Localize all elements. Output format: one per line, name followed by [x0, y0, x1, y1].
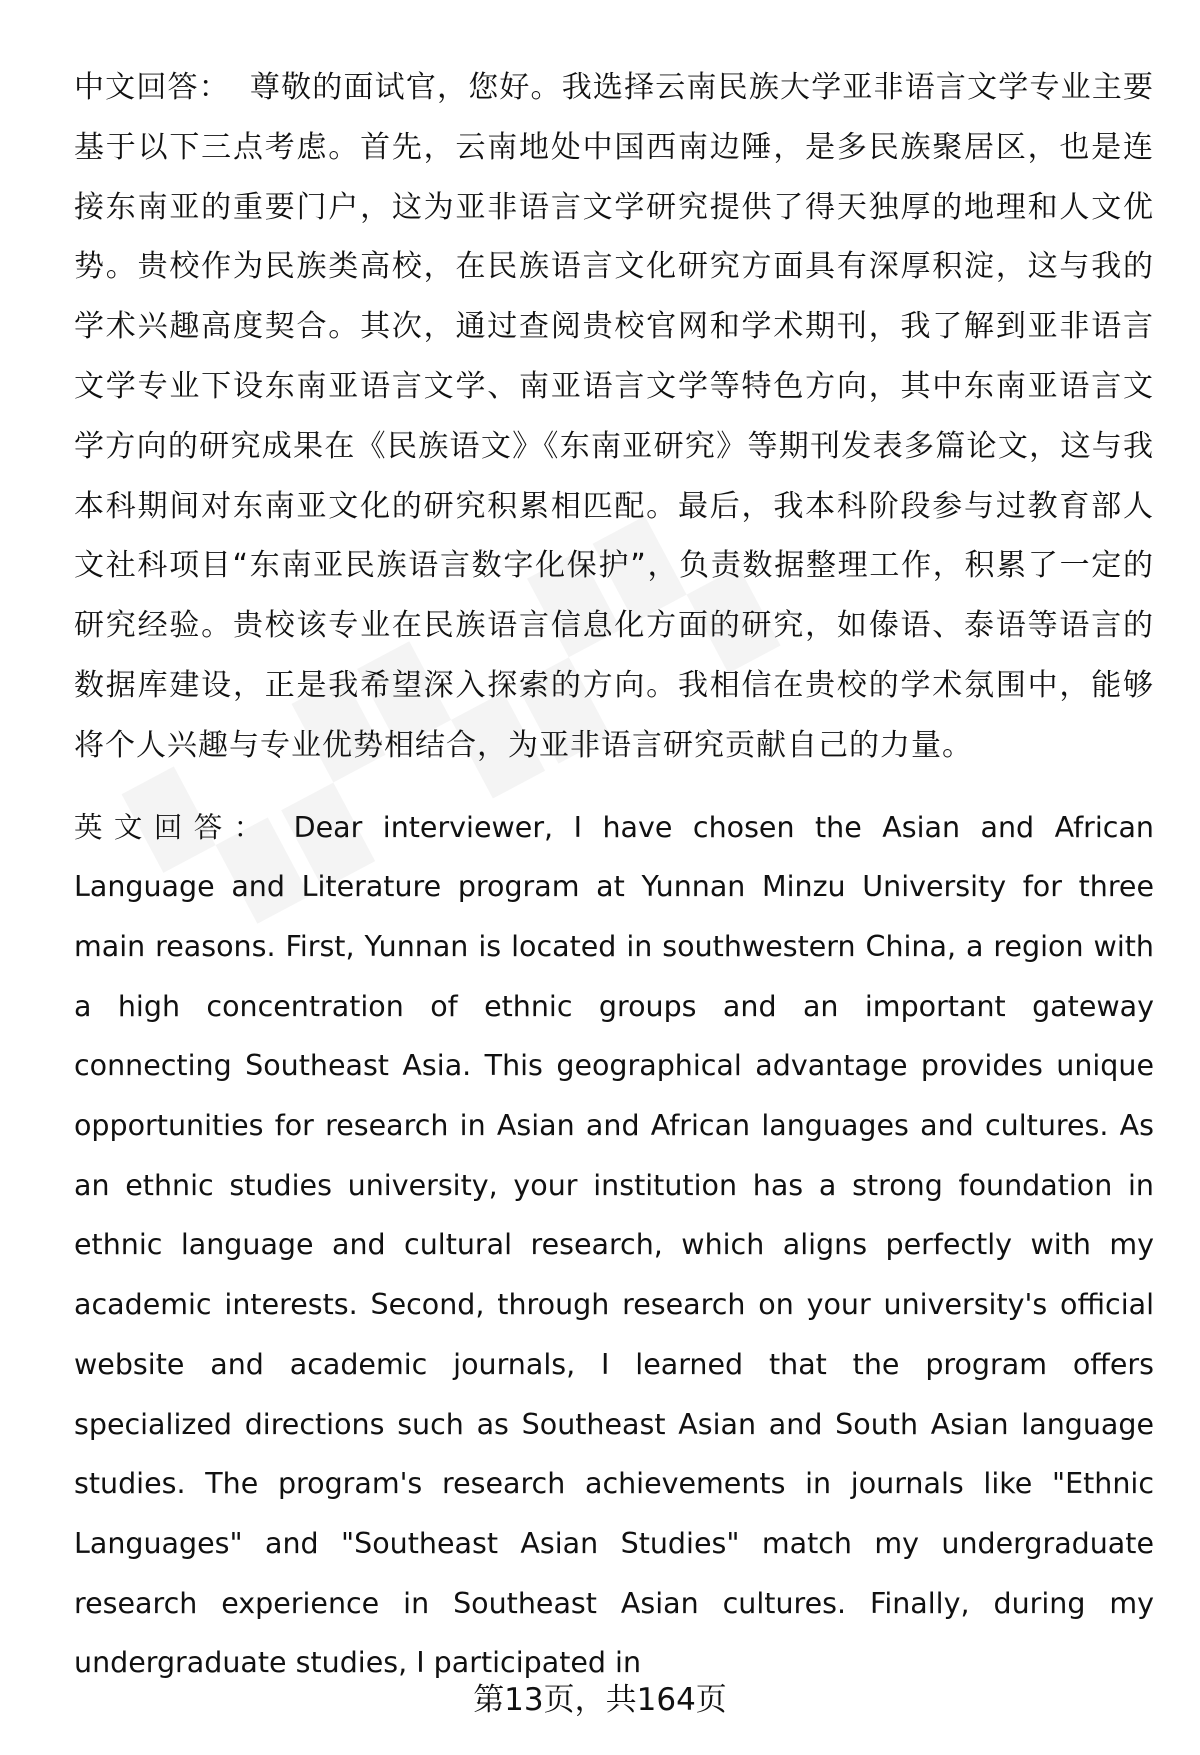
chinese-answer-paragraph [74, 58, 1154, 776]
page-indicator: 第13页，共164页 [473, 1682, 727, 1718]
document-body [74, 58, 1154, 1693]
english-answer-text: Dear interviewer, I have chosen the Asian and African Language and Literature program at Yunnan Minzu University for three main reasons. First, Yunnan is located in southwestern China, a region with a high concentration of ethnic groups and an important gateway connecting Southeast Asia. This geographical advantage provides unique opportunities for research in Asian and African languages and cultures. As an ethnic studies university, your institution has a strong foundation in ethnic language and cultural research, which aligns perfectly with my academic interests. Second, through research on your university's official website and academic journals, I learned that the program offers specialized directions such as Southeast Asian and South Asian language studies. The program's research achievements in journals like "Ethnic Languages" and "Southeast Asian Studies" match my undergraduate research experience in Southeast Asian cultures. Finally, during my undergraduate studies, I participated in [74, 810, 1154, 1680]
page-footer [0, 1674, 1200, 1719]
chinese-answer-text: 尊敬的面试官，您好。我选择云南民族大学亚非语言文学专业主要基于以下三点考虑。首先，云南地处中国西南边陲，是多民族聚居区，也是连接东南亚的重要门户，这为亚非语言文学研究提供了得天独厚的地理和人文优势。贵校作为民族类高校，在民族语言文化研究方面具有深厚积淀，这与我的学术兴趣高度契合。其次，通过查阅贵校官网和学术期刊，我了解到亚非语言文学专业下设东南亚语言文学、南亚语言文学等特色方向，其中东南亚语言文学方向的研究成果在《民族语文》《东南亚研究》等期刊发表多篇论文，这与我本科期间对东南亚文化的研究积累相匹配。最后，我本科阶段参与过教育部人文社科项目“东南亚民族语言数字化保护”，负责数据整理工作，积累了一定的研究经验。贵校该专业在民族语言信息化方面的研究，如傣语、泰语等语言的数据库建设，正是我希望深入探索的方向。我相信在贵校的学术氛围中，能够将个人兴趣与专业优势相结合，为亚非语言研究贡献自己的力量。 [74, 70, 1155, 763]
english-answer-paragraph [74, 798, 1154, 1694]
chinese-answer-label: 中文回答： [74, 70, 230, 105]
english-answer-label: 英文回答： [74, 810, 274, 844]
